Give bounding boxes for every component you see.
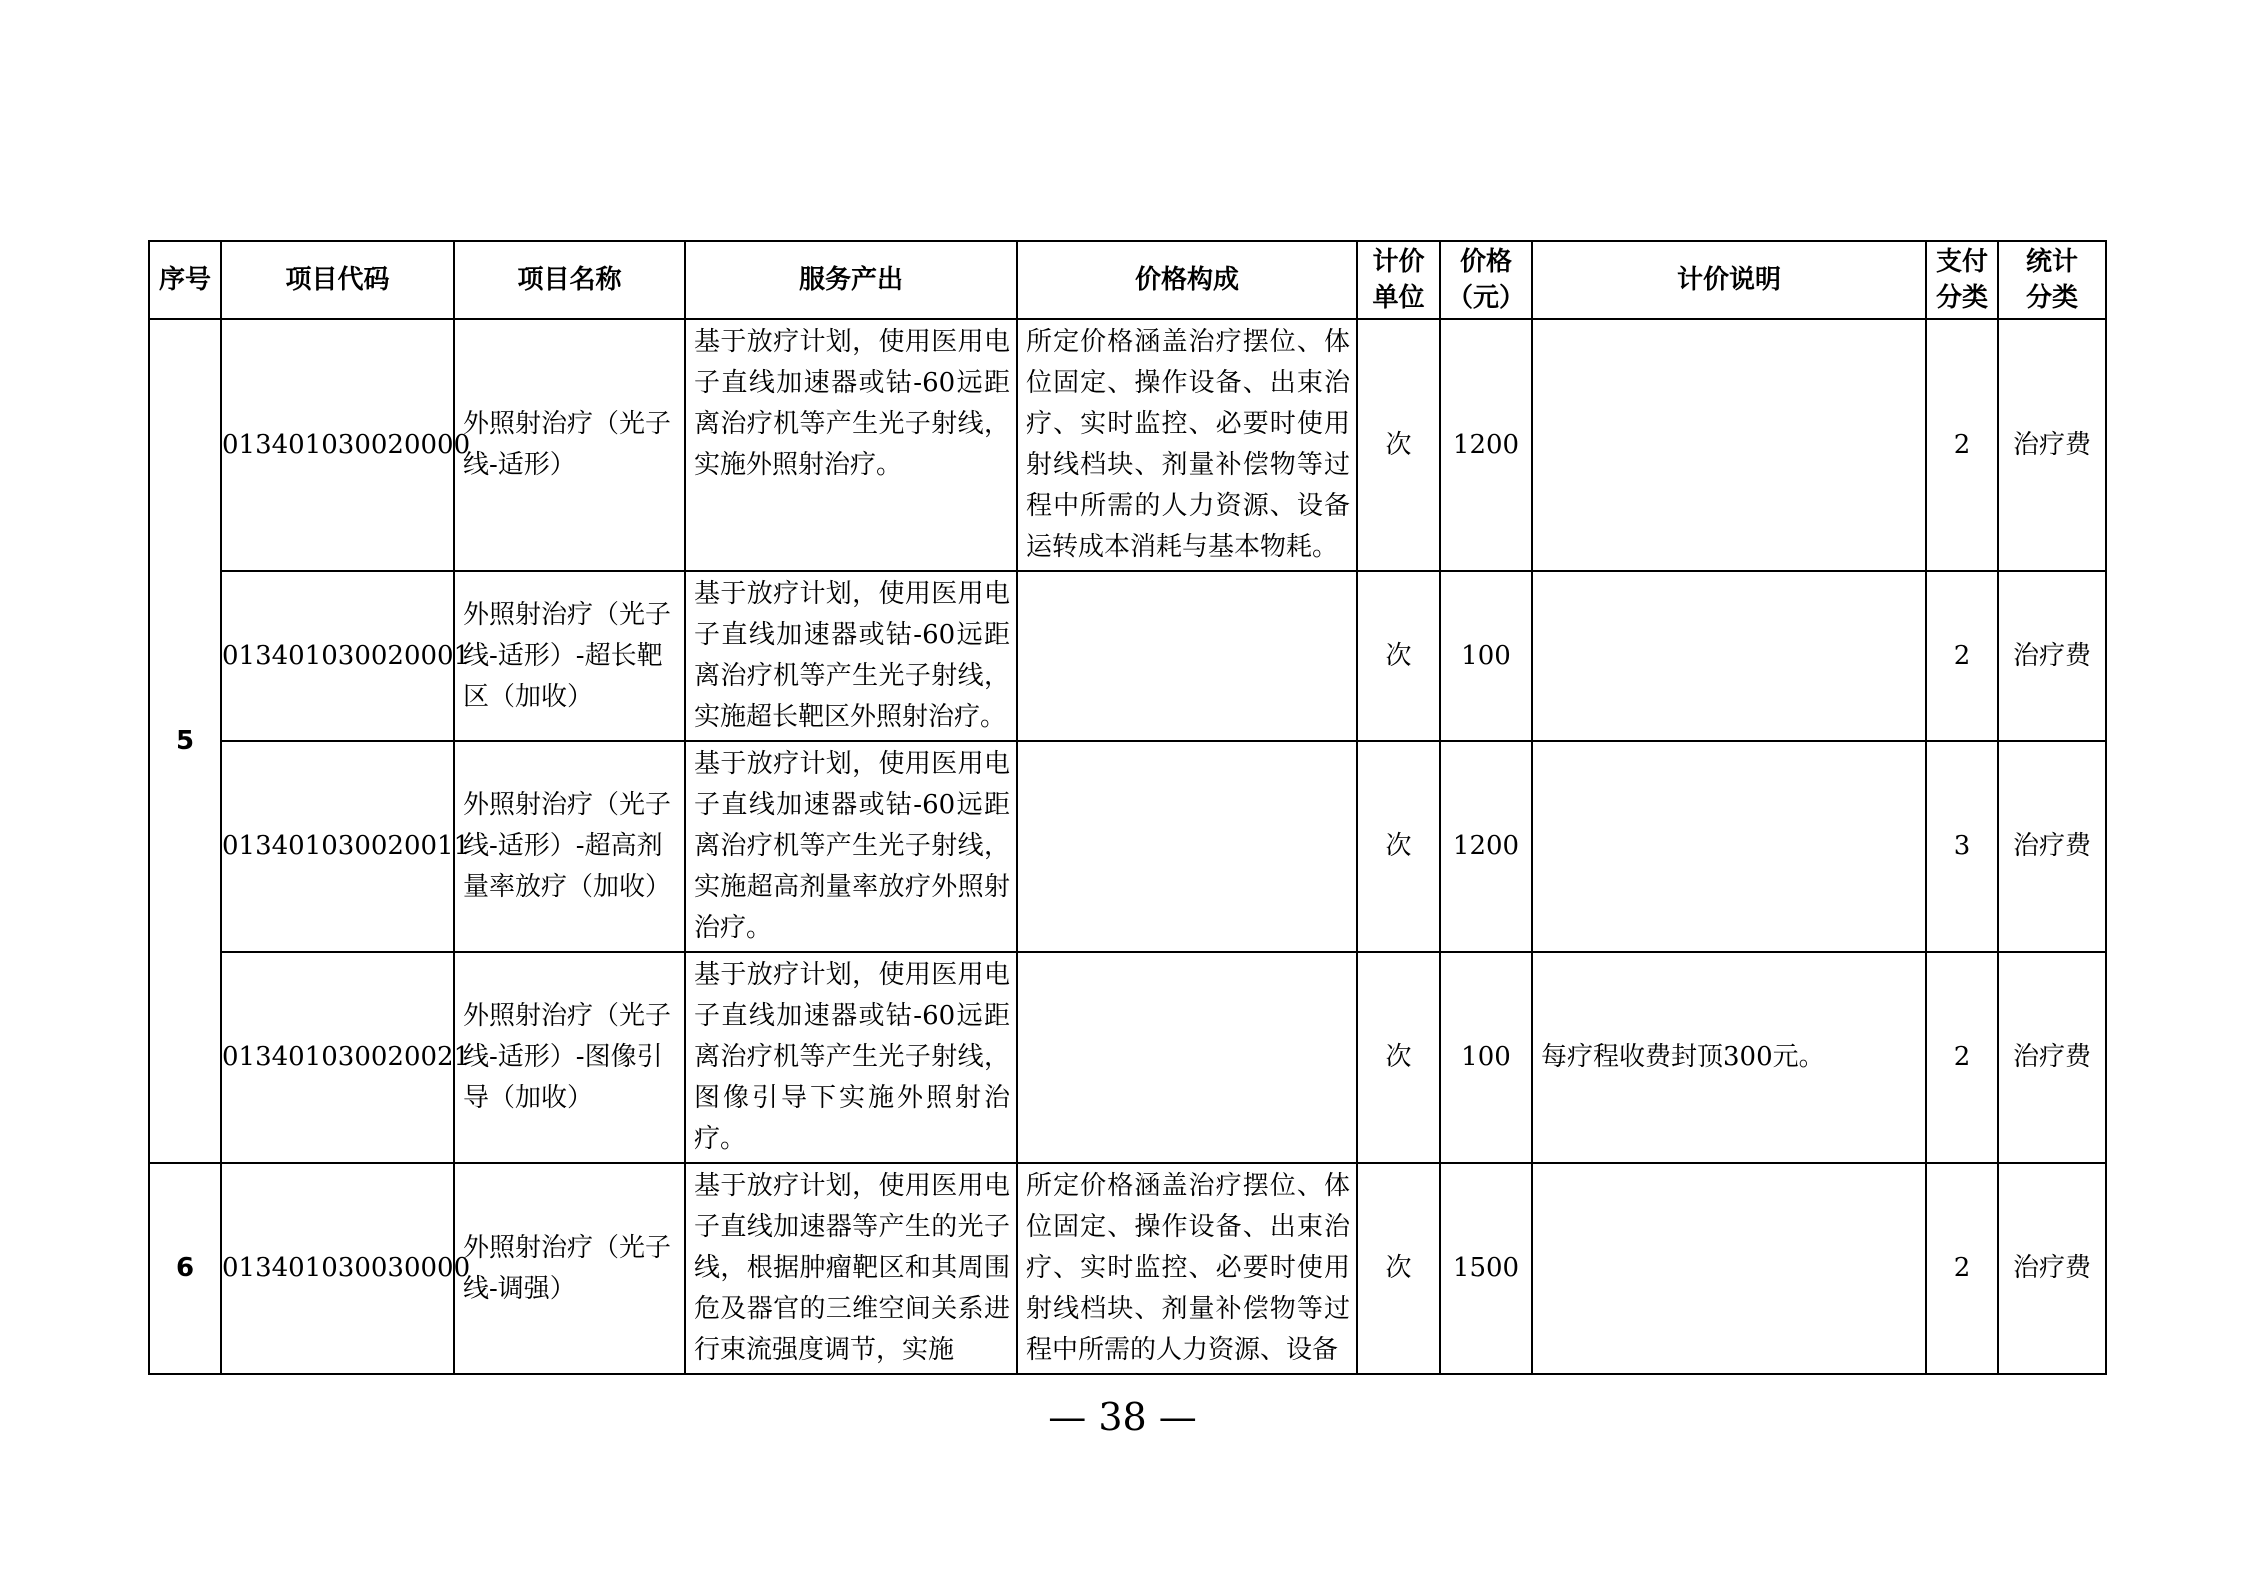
unit-cell: 次 <box>1357 1163 1440 1374</box>
price-table <box>148 240 2107 1375</box>
name-cell: 外照射治疗（光子线-适形） <box>454 319 685 571</box>
unit-cell: 次 <box>1357 319 1440 571</box>
unit-cell: 次 <box>1357 741 1440 952</box>
note-cell <box>1532 1163 1926 1374</box>
header-unit: 计价 单位 <box>1357 241 1440 319</box>
output-cell: 基于放疗计划，使用医用电子直线加速器或钴-60远距离治疗机等产生光子射线，实施外照射治疗。 <box>685 319 1017 571</box>
header-name: 项目名称 <box>454 241 685 319</box>
price-cell: 1500 <box>1440 1163 1532 1374</box>
composition-cell: 所定价格涵盖治疗摆位、体位固定、操作设备、出束治疗、实时监控、必要时使用射线档块、剂量补偿物等过程中所需的人力资源、设备 <box>1017 1163 1357 1374</box>
code-cell: 013401030030000 <box>221 1163 454 1374</box>
seq-cell: 5 <box>149 319 221 1163</box>
name-cell: 外照射治疗（光子线-适形）-超高剂量率放疗（加收） <box>454 741 685 952</box>
stat-cell: 治疗费 <box>1998 571 2106 741</box>
name-cell: 外照射治疗（光子线-适形）-超长靶区（加收） <box>454 571 685 741</box>
note-cell: 每疗程收费封顶300元。 <box>1532 952 1926 1163</box>
code-cell: 013401030020021 <box>221 952 454 1163</box>
output-cell: 基于放疗计划，使用医用电子直线加速器等产生的光子线，根据肿瘤靶区和其周围危及器官的三维空间关系进行束流强度调节，实施 <box>685 1163 1017 1374</box>
price-cell: 100 <box>1440 952 1532 1163</box>
price-cell: 1200 <box>1440 319 1532 571</box>
composition-cell <box>1017 571 1357 741</box>
seq-cell: 6 <box>149 1163 221 1374</box>
note-cell <box>1532 319 1926 571</box>
code-cell: 013401030020001 <box>221 571 454 741</box>
note-cell <box>1532 571 1926 741</box>
composition-cell <box>1017 952 1357 1163</box>
price-cell: 1200 <box>1440 741 1532 952</box>
stat-cell: 治疗费 <box>1998 319 2106 571</box>
pay-cell: 2 <box>1926 952 1998 1163</box>
stat-cell: 治疗费 <box>1998 1163 2106 1374</box>
name-cell: 外照射治疗（光子线-调强） <box>454 1163 685 1374</box>
unit-cell: 次 <box>1357 571 1440 741</box>
header-price: 价格 （元） <box>1440 241 1532 319</box>
table-row <box>149 1163 2106 1374</box>
table-row <box>149 741 2106 952</box>
composition-cell <box>1017 741 1357 952</box>
header-seq: 序号 <box>149 241 221 319</box>
code-cell: 013401030020000 <box>221 319 454 571</box>
pay-cell: 2 <box>1926 571 1998 741</box>
unit-cell: 次 <box>1357 952 1440 1163</box>
pay-cell: 2 <box>1926 1163 1998 1374</box>
output-cell: 基于放疗计划，使用医用电子直线加速器或钴-60远距离治疗机等产生光子射线，实施超长靶区外照射治疗。 <box>685 571 1017 741</box>
header-code: 项目代码 <box>221 241 454 319</box>
note-cell <box>1532 741 1926 952</box>
table-row <box>149 952 2106 1163</box>
page-number: — 38 — <box>1048 1395 1197 1439</box>
table-header-row <box>149 241 2106 319</box>
header-output: 服务产出 <box>685 241 1017 319</box>
code-cell: 013401030020011 <box>221 741 454 952</box>
composition-cell: 所定价格涵盖治疗摆位、体位固定、操作设备、出束治疗、实时监控、必要时使用射线档块、剂量补偿物等过程中所需的人力资源、设备运转成本消耗与基本物耗。 <box>1017 319 1357 571</box>
name-cell: 外照射治疗（光子线-适形）-图像引导（加收） <box>454 952 685 1163</box>
header-note: 计价说明 <box>1532 241 1926 319</box>
stat-cell: 治疗费 <box>1998 741 2106 952</box>
table-row <box>149 319 2106 571</box>
output-cell: 基于放疗计划，使用医用电子直线加速器或钴-60远距离治疗机等产生光子射线，实施超高剂量率放疗外照射治疗。 <box>685 741 1017 952</box>
header-stat: 统计 分类 <box>1998 241 2106 319</box>
header-composition: 价格构成 <box>1017 241 1357 319</box>
pay-cell: 2 <box>1926 319 1998 571</box>
output-cell: 基于放疗计划，使用医用电子直线加速器或钴-60远距离治疗机等产生光子射线，图像引导下实施外照射治疗。 <box>685 952 1017 1163</box>
price-cell: 100 <box>1440 571 1532 741</box>
stat-cell: 治疗费 <box>1998 952 2106 1163</box>
table-row <box>149 571 2106 741</box>
pay-cell: 3 <box>1926 741 1998 952</box>
header-pay: 支付 分类 <box>1926 241 1998 319</box>
